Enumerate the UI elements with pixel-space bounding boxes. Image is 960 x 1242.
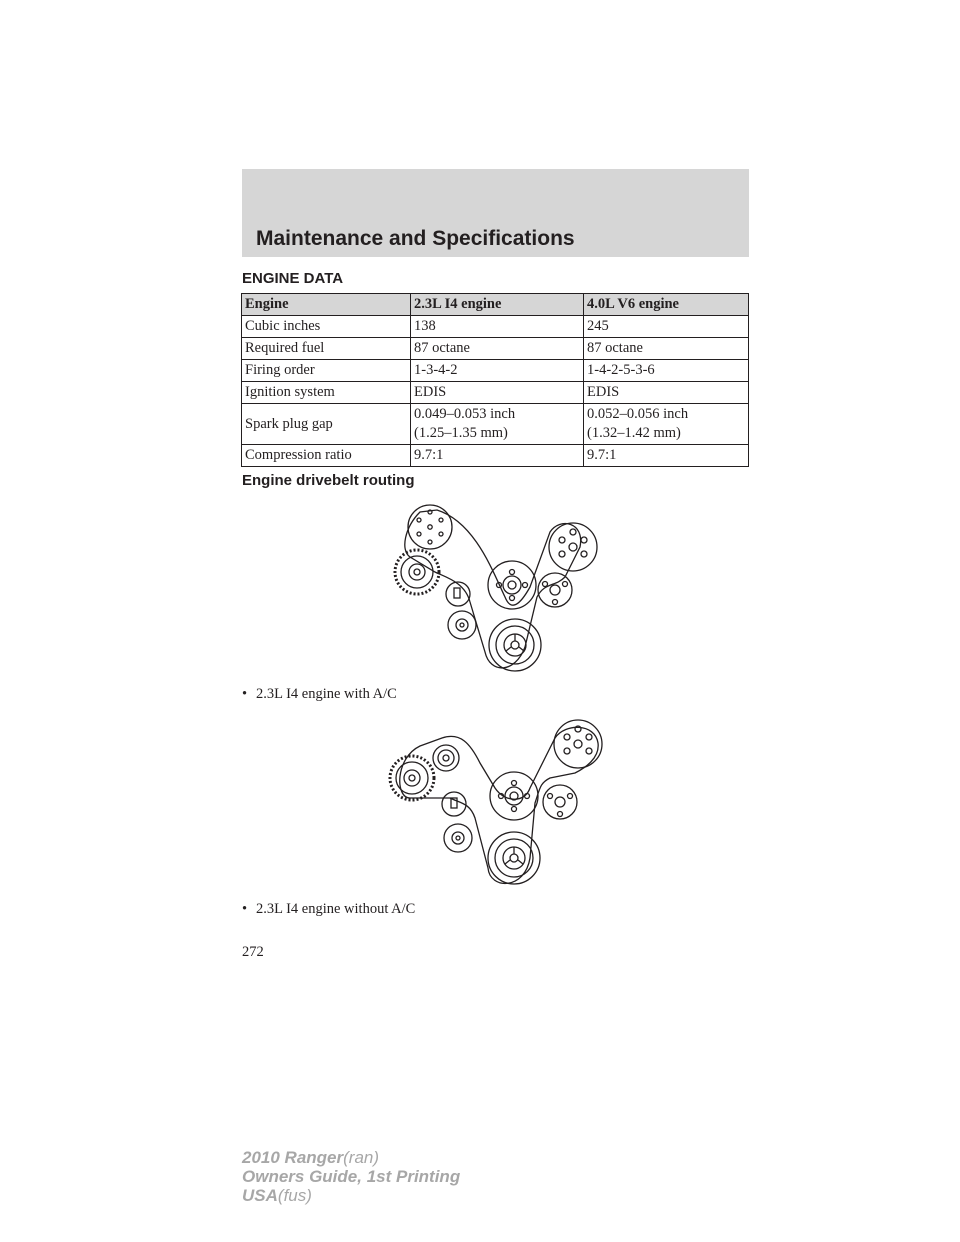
bullet: • — [242, 686, 248, 702]
water-pump-pulley-icon — [490, 772, 538, 820]
drivebelt-path — [400, 727, 598, 883]
idler-pulley-icon — [433, 745, 459, 771]
cell-line: (1.25–1.35 mm) — [414, 425, 508, 441]
table-row — [242, 338, 749, 360]
cell-line: (1.32–1.42 mm) — [587, 425, 681, 441]
bullet: • — [242, 901, 248, 917]
alternator-pulley-icon — [395, 550, 439, 594]
footer-guide: Owners Guide, 1st Printing — [242, 1167, 461, 1186]
table-cell: Spark plug gap — [242, 404, 411, 445]
table-row — [242, 382, 749, 404]
header-band — [242, 169, 749, 257]
table-row — [242, 404, 749, 445]
page-header-title: Maintenance and Specifications — [256, 227, 575, 250]
table-cell: EDIS — [584, 382, 749, 404]
table-cell: Required fuel — [242, 338, 411, 360]
table-cell: 138 — [411, 316, 584, 338]
table-cell: Ignition system — [242, 382, 411, 404]
engine-data-table — [241, 293, 749, 467]
cell-line: 0.049–0.053 inch — [414, 406, 516, 422]
table-cell: 9.7:1 — [411, 445, 584, 467]
table-cell — [584, 404, 749, 445]
drivebelt-path — [405, 510, 581, 668]
table-row — [242, 360, 749, 382]
table-header-cell: Engine — [242, 294, 411, 316]
table-cell: 245 — [584, 316, 749, 338]
drivebelt-diagram-without-ac — [380, 718, 610, 890]
footer-model-code: (ran) — [343, 1148, 380, 1167]
caption-with-ac — [242, 686, 397, 703]
table-cell: 87 octane — [411, 338, 584, 360]
cell-line: 0.052–0.056 inch — [587, 406, 689, 422]
table-cell: Compression ratio — [242, 445, 411, 467]
tensioner-pulley-icon — [442, 792, 472, 852]
table-cell: 87 octane — [584, 338, 749, 360]
table-cell — [411, 404, 584, 445]
table-cell: Cubic inches — [242, 316, 411, 338]
drivebelt-diagram-with-ac — [375, 502, 605, 674]
document-footer — [242, 1148, 460, 1205]
crankshaft-pulley-icon — [488, 832, 540, 884]
idler-pulley-icon — [408, 505, 452, 549]
table-header-cell: 2.3L I4 engine — [411, 294, 584, 316]
page-number: 272 — [242, 944, 264, 960]
tensioner-pulley-icon — [446, 582, 476, 639]
caption-without-ac — [242, 901, 415, 918]
table-header-row — [242, 294, 749, 316]
table-cell: Firing order — [242, 360, 411, 382]
section-title: ENGINE DATA — [242, 270, 344, 287]
table-cell: EDIS — [411, 382, 584, 404]
footer-model: 2010 Ranger — [242, 1148, 344, 1167]
table-cell: 1-3-4-2 — [411, 360, 584, 382]
footer-market-code: (fus) — [277, 1186, 312, 1205]
caption-text: 2.3L I4 engine with A/C — [256, 686, 397, 702]
caption-text: 2.3L I4 engine without A/C — [256, 901, 416, 917]
table-header-cell: 4.0L V6 engine — [584, 294, 749, 316]
power-steering-pulley-icon — [549, 523, 597, 571]
table-cell: 9.7:1 — [584, 445, 749, 467]
table-cell: 1-4-2-5-3-6 — [584, 360, 749, 382]
table-row — [242, 445, 749, 467]
idler-pulley-small-icon — [543, 785, 577, 819]
footer-market: USA — [242, 1186, 278, 1205]
alternator-pulley-icon — [390, 756, 434, 800]
table-row — [242, 316, 749, 338]
drivebelt-subheading: Engine drivebelt routing — [242, 472, 415, 489]
water-pump-pulley-icon — [488, 561, 536, 609]
